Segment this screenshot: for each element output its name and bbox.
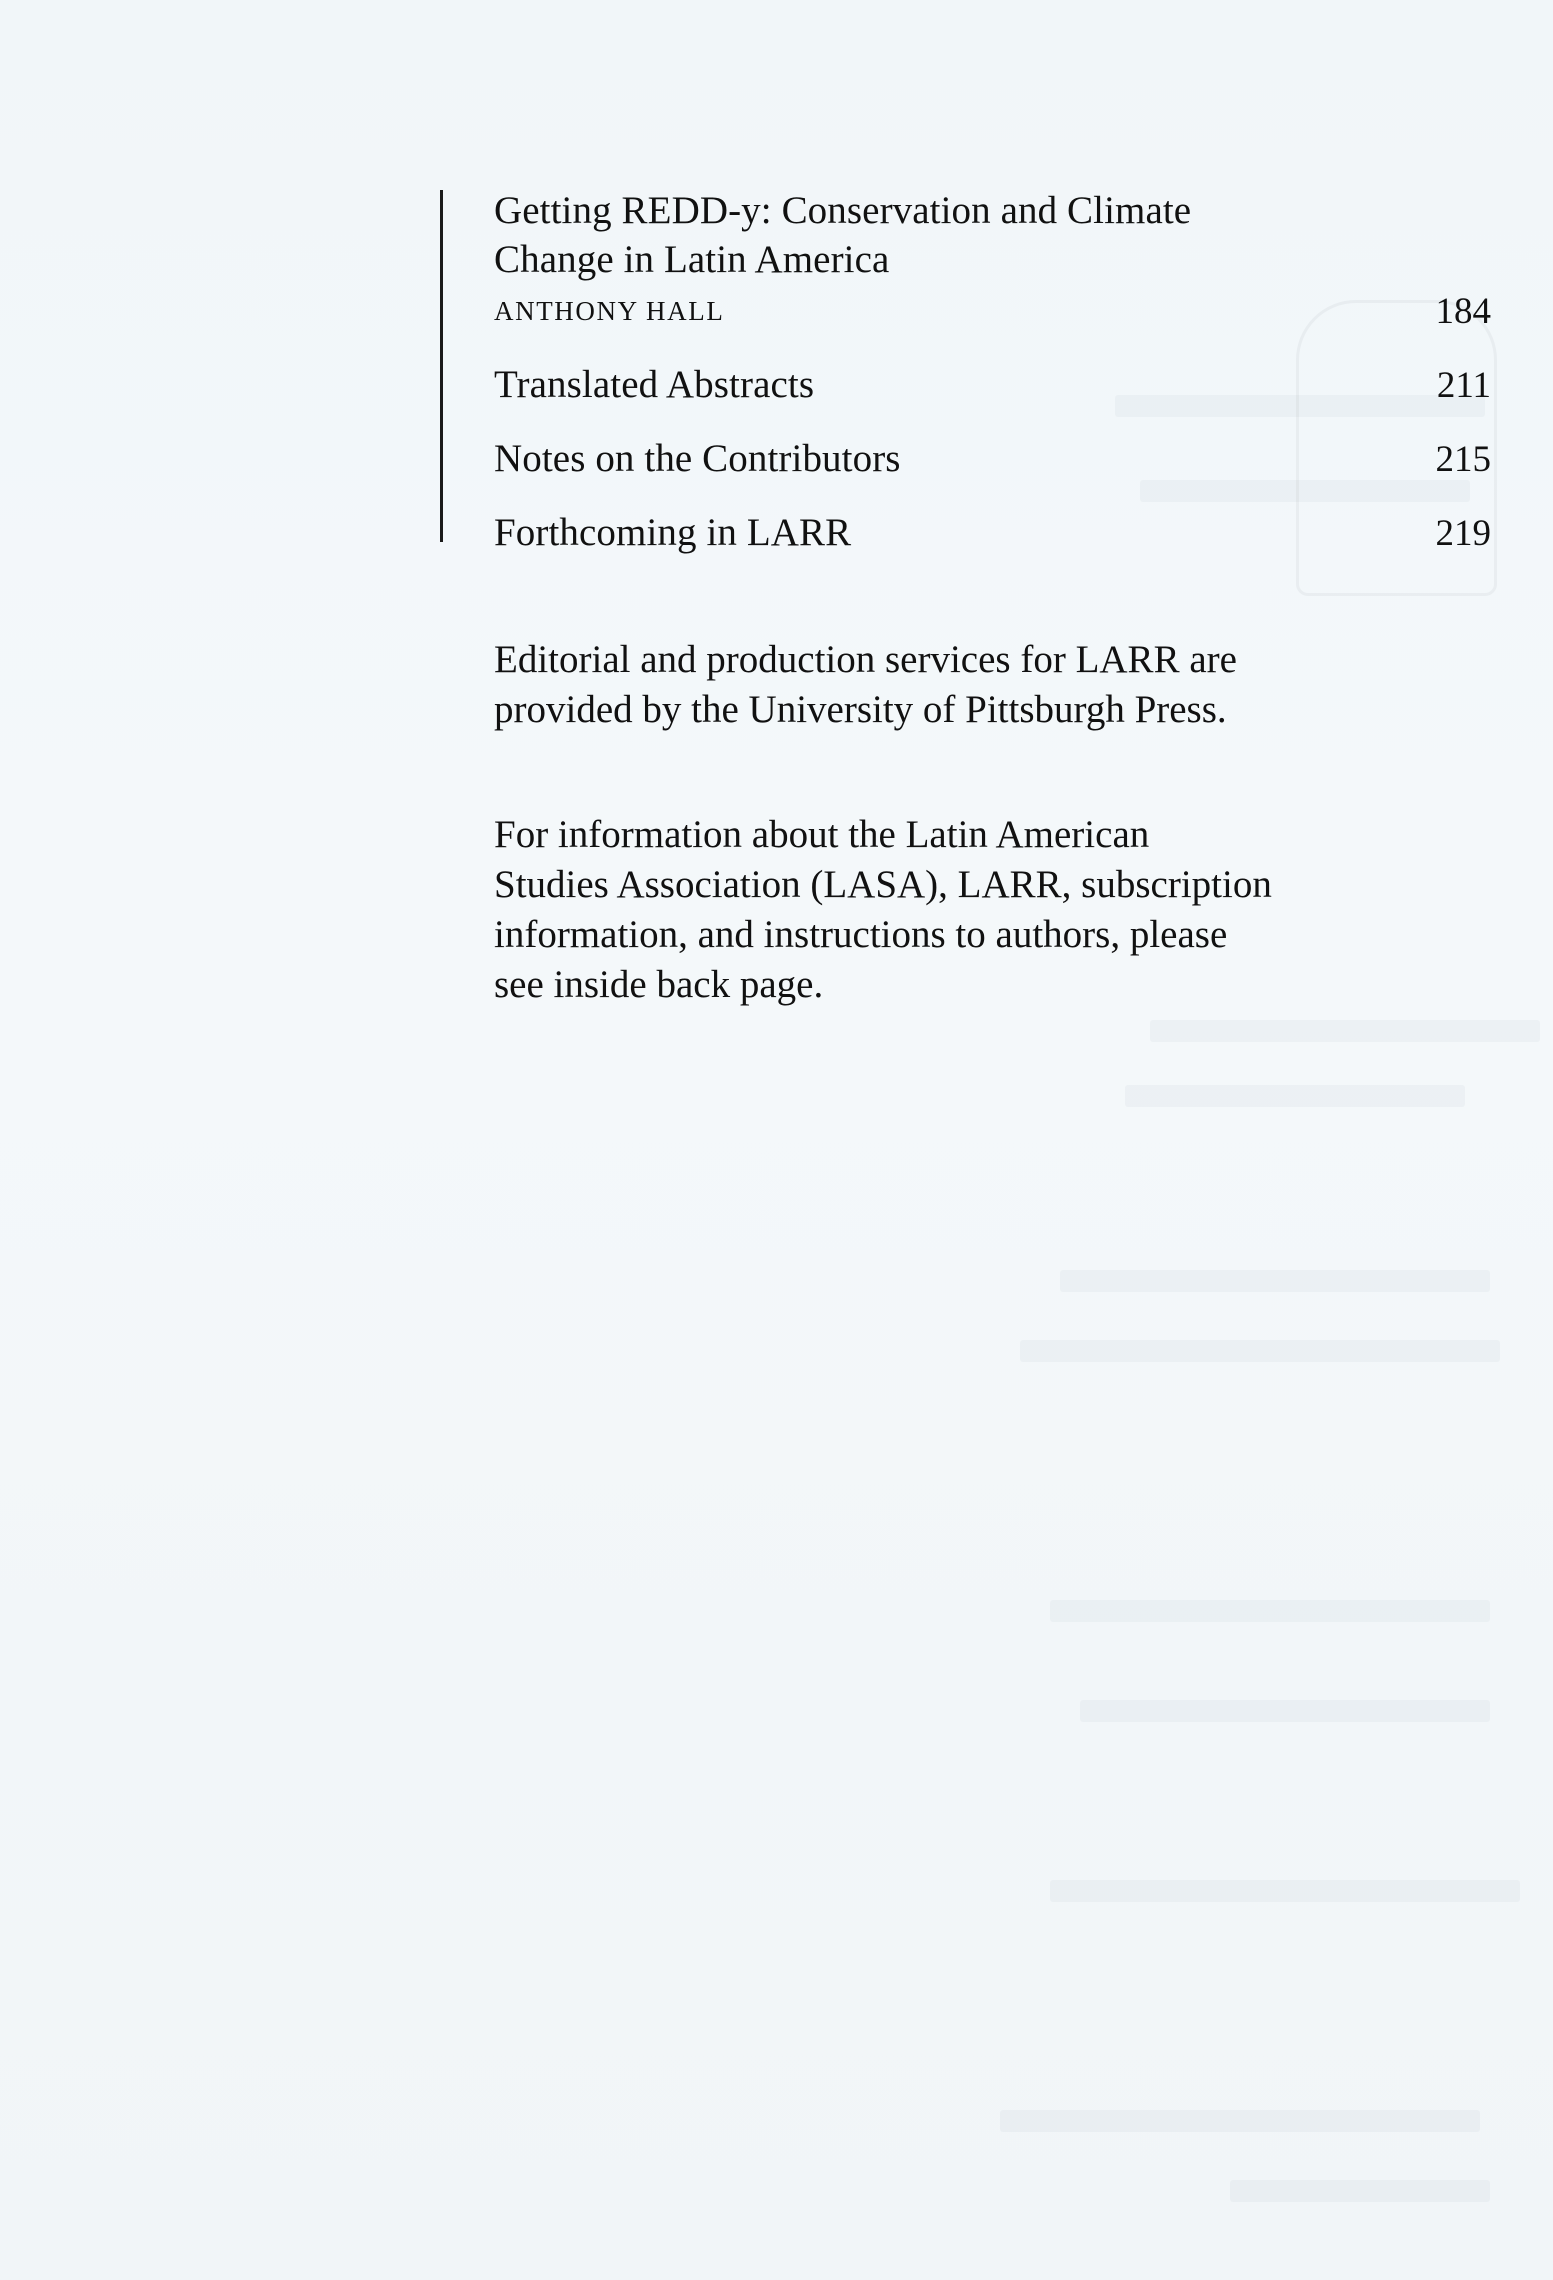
toc-entry-title: Getting REDD-y: Conservation and Climate [494,189,1192,232]
toc-page-number: 215 [1435,439,1491,480]
lasa-information-note: For information about the Latin American Studies Association (LASA), LARR, subscription information, and instructions to authors, please see inside back page. [494,813,1272,1006]
toc-page-number: 211 [1436,365,1491,406]
toc-entry-title: Translated Abstracts [494,363,815,406]
show-through-text [1080,1700,1490,1722]
toc-entry-title: Forthcoming in LARR [494,511,852,554]
show-through-text [1125,1085,1465,1107]
show-through-text [1000,2110,1480,2132]
show-through-text [1050,1600,1490,1622]
show-through-text [1150,1020,1540,1042]
toc-entry-title: Change in Latin America [494,238,890,281]
toc-entry-author: ANTHONY HALL [494,296,725,326]
show-through-text [1140,480,1470,502]
toc-page-number: 219 [1435,513,1491,554]
toc-entry-title: Notes on the Contributors [494,437,901,480]
show-through-text [1020,1340,1500,1362]
show-through-text [1060,1270,1490,1292]
show-through-text [1115,395,1485,417]
show-through-text [1230,2180,1490,2202]
show-through-text [1050,1880,1520,1902]
toc-vertical-rule [440,190,443,542]
toc-page-number: 184 [1435,291,1491,332]
editorial-services-note: Editorial and production services for LARR are provided by the University of Pittsburgh Press. [494,638,1237,731]
